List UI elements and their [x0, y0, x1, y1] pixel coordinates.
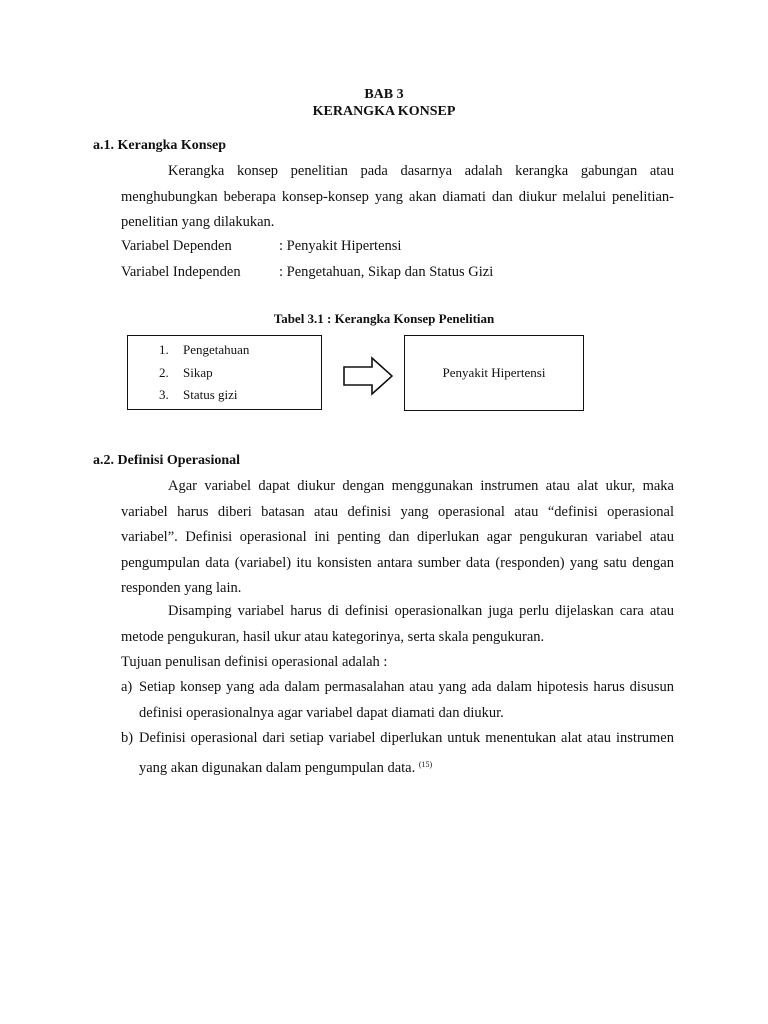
list-item-number: 3.	[159, 387, 169, 402]
list-item-text: Sikap	[183, 364, 213, 380]
dependent-variable-box-text: Penyakit Hipertensi	[442, 365, 546, 380]
purpose-intro: Tujuan penulisan definisi operasional adalah :	[121, 654, 388, 670]
list-item-text: Pengetahuan	[183, 342, 250, 357]
list-item-number: 2.	[159, 364, 169, 380]
list-item	[159, 384, 249, 407]
independent-variable-label: Variabel Independen	[121, 264, 241, 280]
chapter-number: BAB 3	[364, 87, 404, 102]
purpose-list-item-a	[121, 675, 674, 726]
independent-variable-value: : Pengetahuan, Sikap dan Status Gizi	[279, 264, 494, 280]
list-item-number: 1.	[159, 342, 169, 357]
dependent-variable-value: : Penyakit Hipertensi	[279, 238, 402, 254]
section-heading-kerangka-konsep: a.1. Kerangka Konsep	[93, 138, 227, 153]
definisi-operasional-paragraph-2: Disamping variabel harus di definisi operasionalkan juga perlu dijelaskan cara atau metode pengukuran, hasil ukur atau kategorinya, serta skala pengukuran.	[121, 603, 674, 645]
citation-reference: (15)	[418, 759, 433, 769]
list-item-text: Setiap konsep yang ada dalam permasalahan atau yang ada dalam hipotesis harus disusun definisi operasionalnya agar variabel dapat diamati dan diukur.	[139, 679, 674, 721]
purpose-list-item-b	[121, 726, 674, 781]
independent-variables-box	[127, 335, 322, 410]
right-arrow-icon	[343, 356, 393, 396]
dependent-variable-box	[404, 335, 584, 411]
list-marker: b)	[121, 730, 134, 746]
section-heading-definisi-operasional: a.2. Definisi Operasional	[93, 453, 241, 468]
list-item	[159, 362, 249, 385]
list-marker: a)	[121, 679, 133, 695]
list-item-text: Status gizi	[183, 387, 238, 402]
list-item	[159, 339, 249, 362]
kerangka-konsep-paragraph: Kerangka konsep penelitian pada dasarnya adalah kerangka gabungan atau menghubungkan beberapa konsep-konsep yang akan diamati dan diukur melalui penelitian-penelitian yang dilakukan.	[121, 163, 674, 230]
independent-variables-list	[159, 339, 249, 407]
chapter-title: KERANGKA KONSEP	[312, 104, 456, 119]
list-item-text: Definisi operasional dari setiap variabel diperlukan untuk menentukan alat atau instrumen yang akan digunakan dalam pengumpulan data.	[139, 730, 674, 776]
definisi-operasional-paragraph-1: Agar variabel dapat diukur dengan menggunakan instrumen atau alat ukur, maka variabel harus diberi batasan atau definisi yang operasional atau “definisi operasional variabel”. Definisi operasional ini penting dan diperlukan agar pengukuran variabel atau pengumpulan data (variabel) itu konsisten antara sumber data (responden) yang satu dengan responden yang lain.	[121, 478, 674, 596]
list-item-text-container	[139, 726, 674, 781]
dependent-variable-label: Variabel Dependen	[121, 238, 232, 254]
table-caption: Tabel 3.1 : Kerangka Konsep Penelitian	[273, 311, 495, 326]
